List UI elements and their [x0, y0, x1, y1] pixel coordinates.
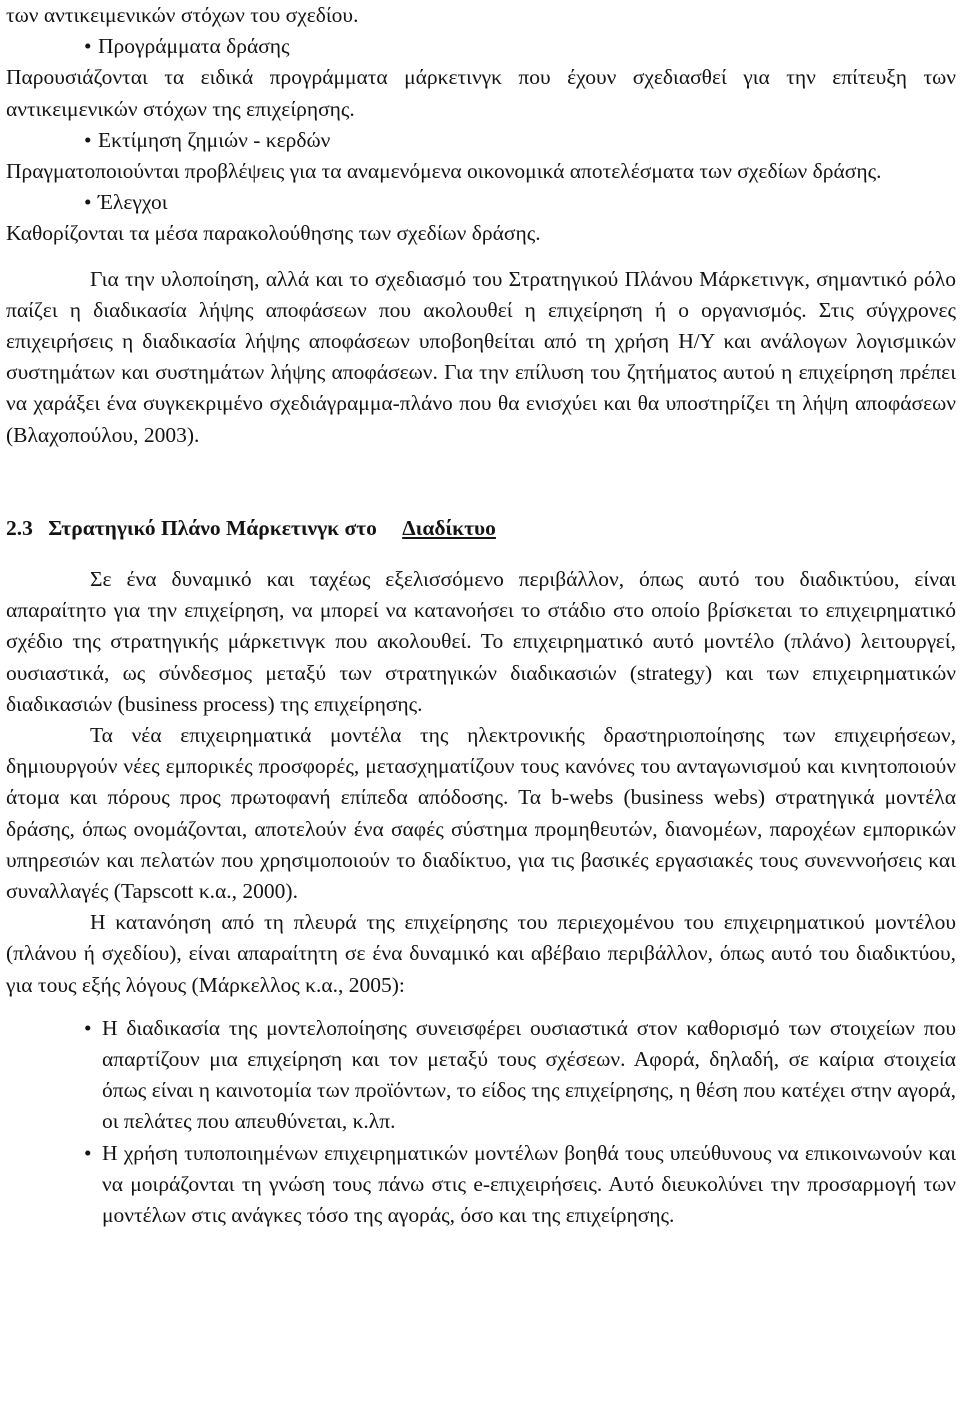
list-item-text: Η χρήση τυποποιημένων επιχειρηματικών μοντέλων βοηθά τους υπεύθυνους να επικοινωνούν και να μοιράζονται τη γνώση τους πάνω στις e-επιχειρήσεις. Αυτό διευκολύνει την προσαρμογή των μοντέλων στις ανάγκες τόσο της αγοράς, όσο και της επιχείρησης. — [102, 1140, 956, 1228]
item-text: Πραγματοποιούνται προβλέψεις για τα αναμενόμενα οικονομικά αποτελέσματα των σχεδίων δράσης. — [6, 158, 882, 183]
plan-item — [6, 125, 956, 187]
section-title: Στρατηγικό Πλάνο Μάρκετινγκ στο — [48, 515, 377, 540]
paragraph: Η κατανόηση από τη πλευρά της επιχείρησης του περιεχομένου του επιχειρηματικού μοντέλου (πλάνου ή σχεδίου), είναι απαραίτητη σε ένα δυναμικό και αβέβαιο περιβάλλον, όπως αυτό του διαδικτύου, για τους εξής λόγους (Μάρκελλος κ.α., 2005): — [6, 910, 956, 997]
item-title: Έλεγχοι — [98, 190, 168, 215]
plan-item — [6, 31, 956, 125]
bullet-icon: • — [84, 1140, 92, 1165]
paragraph: Τα νέα επιχειρηματικά μοντέλα της ηλεκτρονικής δραστηριοποίησης των επιχειρήσεων, δημιουργούν νέες εμπορικές προσφορές, μετασχηματίζουν τους κανόνες του ανταγωνισμού και κινητοποιούν άτομα και πόρους προς πρωτοφανή επίπεδα απόδοσης. Τα b-webs (business webs) στρατηγικά μοντέλα δράσης, όπως ονομάζονται, αποτελούν ένα σαφές σύστημα προμηθευτών, διανομέων, παροχέων εμπορικών υπηρεσιών και πελατών που χρησιμοποιούν το διαδίκτυο, για τις βασικές εργασιακές τους συνεννοήσεις και συναλλαγές (Tapscott κ.α., 2000). — [6, 722, 956, 903]
item-text: Παρουσιάζονται τα ειδικά προγράμματα μάρκετινγκ που έχουν σχεδιασθεί για την επίτευξη των αντικειμενικών στόχων της επιχείρησης. — [6, 65, 956, 121]
bullet-icon: • — [84, 34, 92, 59]
list-item-text: Η διαδικασία της μοντελοποίησης συνεισφέρει ουσιαστικά στον καθορισμό των στοιχείων που απαρτίζουν μια επιχείρηση και τον μεταξύ τους σχέσεων. Αφορά, δηλαδή, σε καίρια στοιχεία όπως είναι η καινοτομία των προϊόντων, το είδος της επιχείρησης, η θέση που κατέχει στην αγορά, οι πελάτες που απευθύνεται, κ.λπ. — [102, 1015, 956, 1134]
paragraph: Σε ένα δυναμικό και ταχέως εξελισσόμενο περιβάλλον, όπως αυτό του διαδικτύου, είναι απαραίτητο για την επιχείρηση, να μπορεί να κατανοήσει το στάδιο στο οποίο βρίσκεται το επιχειρηματικό σχέδιο της στρατηγικής μάρκετινγκ που ακολουθεί. Το επιχειρηματικό αυτό μοντέλο (πλάνο) λειτουργεί, ουσιαστικά, ως σύνδεσμος μεταξύ των στρατηγικών διαδικασιών (strategy) και των επιχειρηματικών διαδικασιών (business process) της επιχείρησης. — [6, 566, 956, 716]
bullet-icon: • — [84, 127, 92, 152]
document-page — [6, 0, 956, 1231]
section-heading — [6, 513, 956, 544]
bullet-icon: • — [84, 1015, 92, 1040]
continued-line: των αντικειμενικών στόχων του σχεδίου. — [6, 3, 359, 27]
paragraph: Για την υλοποίηση, αλλά και το σχεδιασμό του Στρατηγικού Πλάνου Μάρκετινγκ, σημαντικό ρόλο παίζει η διαδικασία λήψης αποφάσεων που ακολουθεί η επιχείρηση ή ο οργανισμός. Στις σύγχρονες επιχειρήσεις η διαδικασία λήψης αποφάσεων υποβοηθείται από τη χρήση Η/Υ και ανάλογων λογισμικών συστημάτων και συστημάτων λήψης αποφάσεων. Για την επίλυση του ζητήματος αυτού η επιχείρηση πρέπει να χαράξει ένα συγκεκριμένο σχεδιάγραμμα-πλάνο που θα ενισχύει και θα υποστηρίζει τη λήψη αποφάσεων (Βλαχοπούλου, 2003). — [6, 266, 956, 447]
plan-item — [6, 187, 956, 249]
section-title-underlined: Διαδίκτυο — [402, 515, 496, 540]
item-text: Καθορίζονται τα μέσα παρακολούθησης των σχεδίων δράσης. — [6, 221, 541, 246]
list-item — [6, 1138, 956, 1232]
item-title: Προγράμματα δράσης — [98, 34, 290, 59]
reasons-list — [6, 1013, 956, 1231]
item-title: Εκτίμηση ζημιών - κερδών — [98, 127, 331, 152]
section-number: 2.3 — [6, 515, 33, 540]
list-item — [6, 1013, 956, 1138]
bullet-icon: • — [84, 190, 92, 215]
